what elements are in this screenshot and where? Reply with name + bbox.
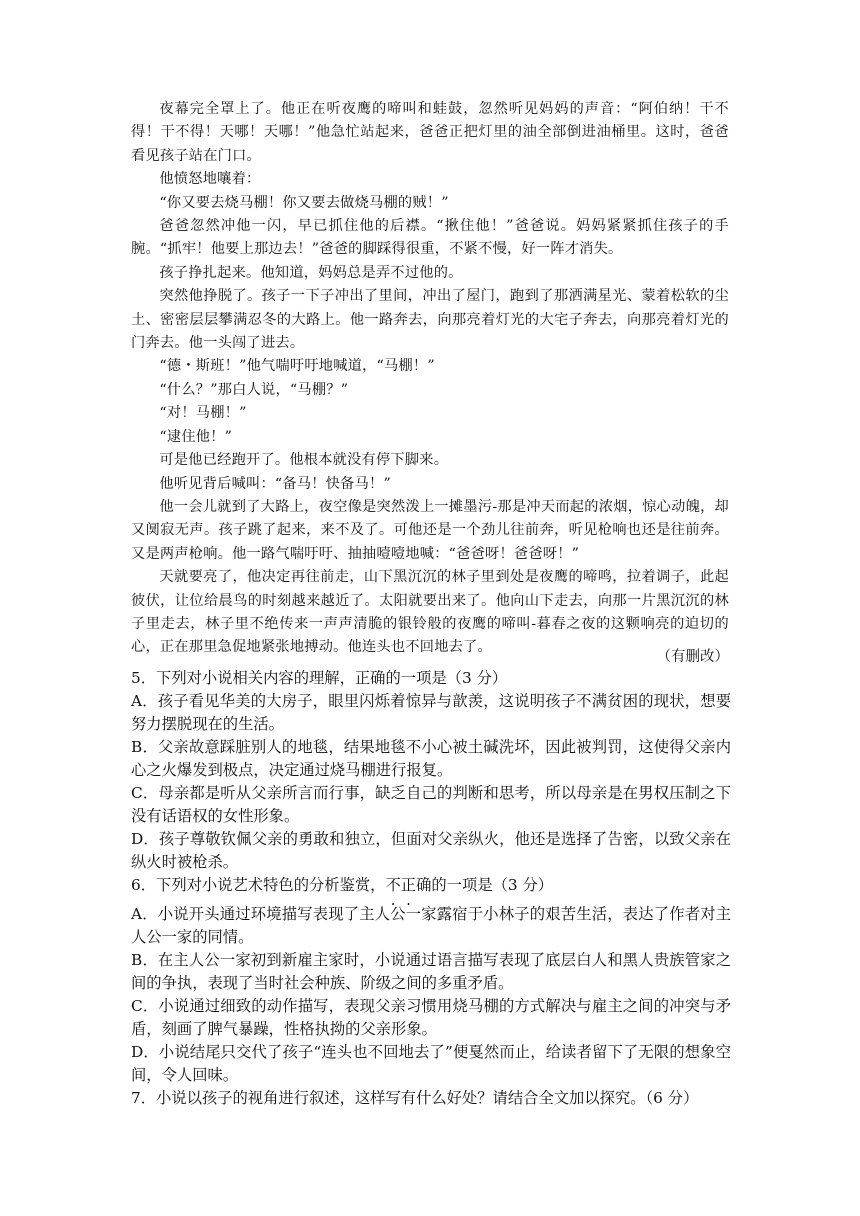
paragraph: 他一会儿就到了大路上，夜空像是突然泼上一摊墨污-那是冲天而起的浓烟，惊心动魄，却又阒寂无声。孩子跳了起来，来不及了。可他还是一个劲儿往前奔，听见枪响也还是往前奔。又是两声枪响。他一路气喘吁吁、抽抽噎噎地喊：“爸爸呀！爸爸呀！” [131, 498, 729, 562]
paragraph: “什么？”那白人说，“马棚？” [159, 381, 349, 398]
question-6-stem-start: 6．下列对小说艺术特色的分析鉴赏， [131, 876, 386, 894]
emphasis-dot-char: 正 [400, 876, 417, 894]
paragraph: “对！马棚！” [159, 405, 247, 422]
question-6-stem [131, 874, 731, 897]
paragraph: 他听见背后喊叫：“备马！快备马！” [159, 475, 391, 492]
paragraph: 他愤怒地嚷着： [159, 171, 261, 188]
paragraph: “德・斯班！”他气喘吁吁地喊道，“马棚！” [159, 358, 435, 375]
paragraph: “逮住他！” [159, 428, 233, 445]
question-5-option-a: A．孩子看见华美的大房子，眼里闪烁着惊异与歆羡，这说明孩子不满贫困的现状，想要努力摆脱现在的生活。 [131, 692, 731, 733]
question-5-option-b: B．父亲故意踩脏别人的地毯，结果地毯不小心被土碱洗坏，因此被判罚，这使得父亲内心之火爆发到极点，决定通过烧马棚进行报复。 [131, 738, 731, 779]
paragraph: “你又要去烧马棚！你又要去做烧马棚的贼！” [159, 194, 449, 211]
paragraph: 天就要亮了，他决定再往前走，山下黑沉沉的林子里到处是夜鹰的啼鸣，拉着调子，此起彼伏，让位给晨鸟的时刻越来越近了。太阳就要出来了。他向山下走去，向那一片黑沉沉的林子里走去，林子里不绝传来一声声清脆的银铃般的夜鹰的啼叫-暮春之夜的这颗响亮的迫切的心，正在那里急促地紧张地搏动。他连头也不回地去了。 [131, 569, 729, 656]
question-6-option-d: D．小说结尾只交代了孩子“连头也不回地去了”便戛然而止，给读者留下了无限的想象空间，令人回味。 [131, 1043, 731, 1084]
question-6-stem-end: 确的一项是（3 分） [416, 876, 554, 894]
story-passage [131, 98, 729, 660]
question-5-option-d: D．孩子尊敬钦佩父亲的勇敢和独立，但面对父亲纵火，他还是选择了告密，以致父亲在纵火时被枪杀。 [131, 830, 731, 871]
paragraph: 孩子挣扎起来。他知道，妈妈总是弄不过他的。 [159, 264, 463, 281]
paragraph: 爸爸忽然冲他一闪，早已抓住他的后襟。“揪住他！”爸爸说。妈妈紧紧抓住孩子的手腕。“抓牢！他要上那边去！”爸爸的脚踩得很重，不紧不慢，好一阵才消失。 [131, 218, 729, 258]
emphasis-dot-char: 不 [385, 876, 401, 894]
question-7-stem: 7．小说以孩子的视角进行叙述，这样写有什么好处？请结合全文加以探究。（6 分） [131, 1089, 699, 1107]
question-6-option-a: A．小说开头通过环境描写表现了主人公一家露宿于小林子的艰苦生活，表达了作者对主人公一家的同情。 [131, 905, 731, 946]
question-5-stem: 5．下列对小说相关内容的理解，正确的一项是（3 分） [131, 669, 508, 687]
question-5-option-c: C．母亲都是听从父亲所言而行事，缺乏自己的判断和思考，所以母亲是在男权压制之下没有话语权的女性形象。 [131, 784, 731, 825]
questions-section [131, 667, 731, 1110]
question-6-option-c: C．小说通过细致的动作描写，表现父亲习惯用烧马棚的方式解决与雇主之间的冲突与矛盾，刻画了脾气暴躁，性格执拗的父亲形象。 [131, 997, 731, 1038]
source-note: （有删改） [656, 649, 729, 665]
paragraph: 夜幕完全罩上了。他正在听夜鹰的啼叫和蛙鼓，忽然听见妈妈的声音：“阿伯纳！干不得！干不得！天哪！天哪！”他急忙站起来，爸爸正把灯里的油全部倒进油桶里。这时，爸爸看见孩子站在门口。 [131, 101, 729, 164]
question-6-option-b: B．在主人公一家初到新雇主家时，小说通过语言描写表现了底层白人和黑人贵族管家之间的争执，表现了当时社会种族、阶级之间的多重矛盾。 [131, 951, 731, 992]
paragraph: 可是他已经跑开了。他根本就没有停下脚来。 [159, 452, 449, 469]
paragraph: 突然他挣脱了。孩子一下子冲出了里间，冲出了屋门，跑到了那洒满星光、蒙着松软的尘土、密密层层攀满忍冬的大路上。他一路奔去，向那亮着灯光的大宅子奔去，向那亮着灯光的门奔去。他一头闯了进去。 [131, 288, 729, 352]
